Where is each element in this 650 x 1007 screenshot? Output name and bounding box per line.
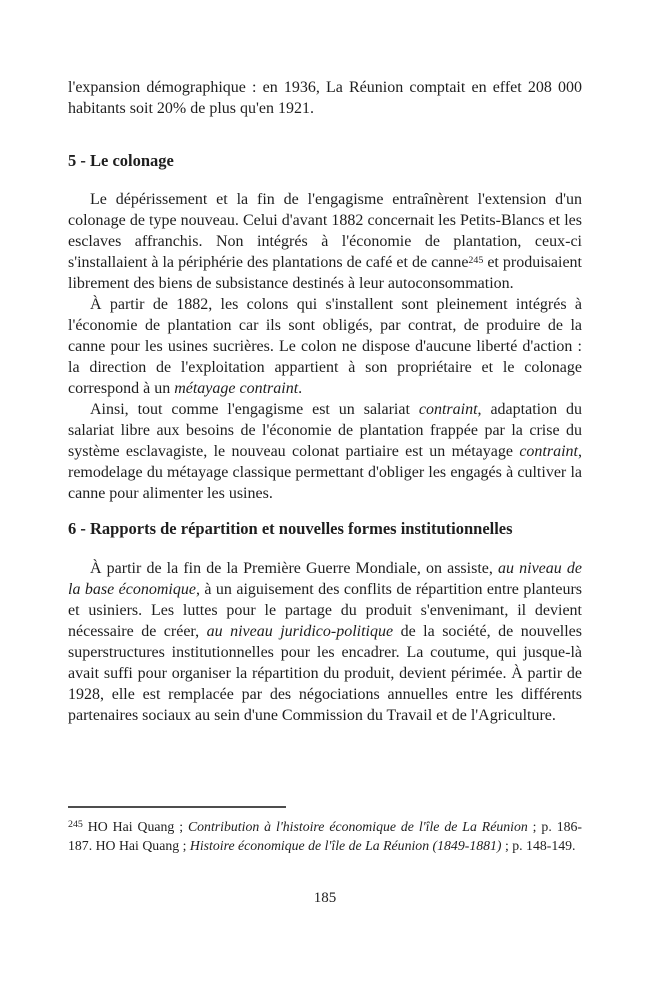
text-run: À partir de la fin de la Première Guerre Mondiale, on assiste, bbox=[90, 560, 499, 577]
text-run: l'expansion démographique : en 1936, La Réunion comptait en effet 208 000 habitants soit 20% de plus qu'en 1921. bbox=[68, 79, 582, 117]
page-number: 185 bbox=[313, 890, 337, 906]
text-run: ; p. 148-149. bbox=[501, 838, 576, 853]
heading-text: 6 - Rapports de répartition et nouvelles formes institutionnelles bbox=[68, 519, 513, 538]
section-heading-6 bbox=[68, 518, 582, 539]
footnote-separator bbox=[68, 806, 286, 808]
footnote-number: 245 bbox=[68, 818, 83, 830]
footnote-block bbox=[68, 806, 582, 855]
text-run: . bbox=[298, 380, 303, 397]
intro-paragraph bbox=[68, 77, 582, 119]
text-run: Le dépérissement et la fin de l'engagisme entraînèrent l'extension d'un colonage de type nouveau. Celui d'avant 1882 concernait les Petits-Blancs et les esclaves affranchis. Non intégrés à l'économie de plantation, ceux-ci s'installaient à la périphérie des plantations de café et de canne bbox=[68, 191, 582, 271]
text-run: de la société, de nouvelles superstructures institutionnelles pour les encadrer. La coutume, qui jusque-là avait suffi pour organiser la répartition du produit, devient périmée. À partir de 1928, elle est remplacée par des négociations annuelles entre les différents partenaires sociaux au sein d'une Commission du Travail et de l'Agriculture. bbox=[68, 623, 583, 724]
italic-run: au niveau juridico-politique bbox=[206, 623, 394, 640]
italic-run: métayage contraint bbox=[174, 380, 299, 397]
text-run: À partir de 1882, les colons qui s'installent sont pleinement intégrés à l'économie de plantation car ils sont obligés, par contrat, de produire de la canne pour les usines sucrières. Le colon ne dispose d'aucune liberté d'action : la direction de l'exploitation appartient à son propriétaire et le colonage correspond à un bbox=[68, 296, 582, 397]
text-run: ; p. 186-187. HO Hai Quang ; bbox=[68, 819, 582, 853]
footnote-245 bbox=[68, 817, 582, 855]
italic-run: au niveau de la base économique bbox=[68, 560, 583, 598]
text-run: , adaptation du salariat libre aux besoins de l'économie de plantation frappée par la crise du système esclavagiste, le nouveau colonat partiaire est un métayage bbox=[68, 401, 583, 460]
footnote-ref-245: 245 bbox=[468, 254, 484, 266]
italic-book-title: Contribution à l'histoire économique de l'île de La Réunion bbox=[187, 819, 528, 834]
section-heading-5 bbox=[68, 150, 582, 171]
paragraph-colonage-1 bbox=[68, 189, 582, 294]
italic-book-title: Histoire économique de l'île de La Réunion (1849-1881) bbox=[189, 838, 502, 853]
text-run: , à un aiguisement des conflits de répartition entre planteurs et usiniers. Les luttes pour le partage du produit s'envenimant, il devient nécessaire de créer, bbox=[68, 581, 582, 640]
italic-run: contraint bbox=[519, 443, 578, 460]
paragraph-colonage-2 bbox=[68, 294, 582, 399]
italic-run: contraint bbox=[418, 401, 478, 418]
main-text-block bbox=[68, 77, 582, 726]
text-run: , remodelage du métayage classique permettant d'obliger les engagés à cultiver la canne pour alimenter les usines. bbox=[68, 443, 582, 502]
text-run: HO Hai Quang ; bbox=[82, 819, 188, 834]
text-run: et produisaient librement des biens de subsistance destinés à leur autoconsommation. bbox=[68, 254, 582, 292]
paragraph-rapports-1 bbox=[68, 558, 582, 726]
text-run: Ainsi, tout comme l'engagisme est un salariat bbox=[90, 401, 419, 418]
heading-text: 5 - Le colonage bbox=[68, 151, 174, 170]
paragraph-colonage-3 bbox=[68, 399, 582, 504]
